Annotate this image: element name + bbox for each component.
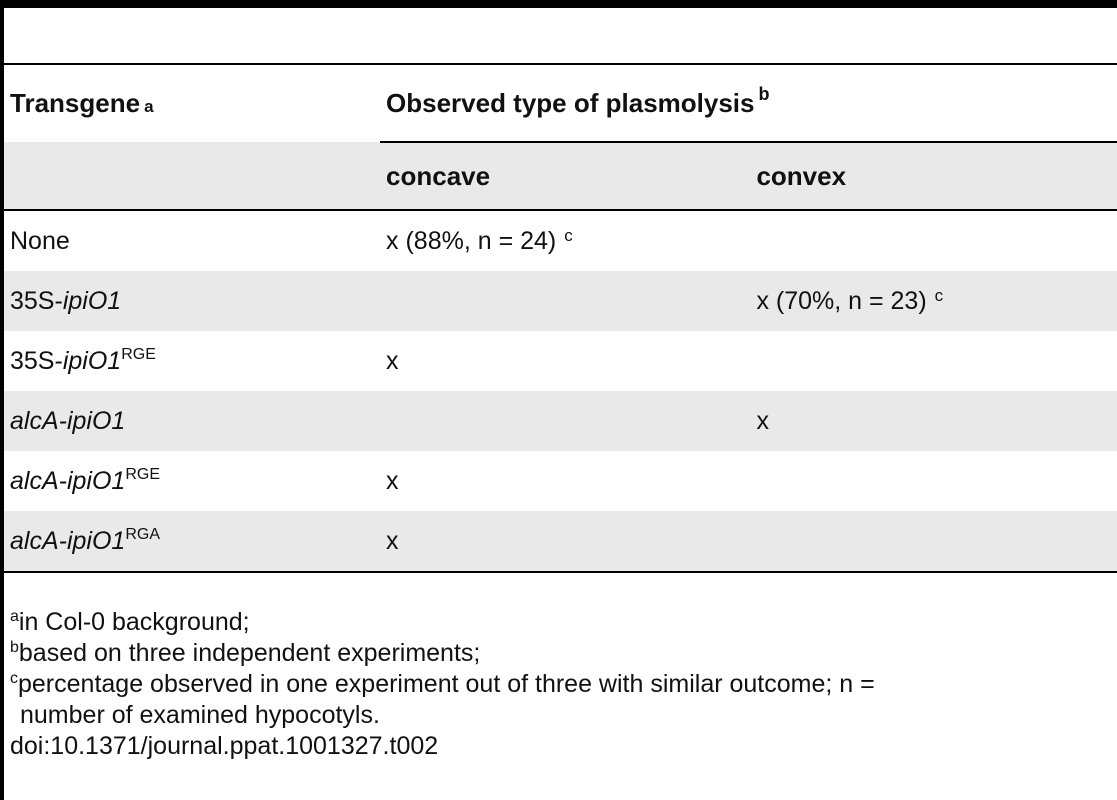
- footnote-b: $^b$based on three independent experiments;: [10, 639, 481, 667]
- footnote-a: $^a$in Col-0 background;: [10, 608, 250, 636]
- table-body: [4, 210, 1117, 572]
- convex-cell: [750, 511, 1117, 572]
- observed-note: b: [758, 83, 770, 104]
- plasmolysis-table: [4, 63, 1117, 573]
- top-rule: [0, 0, 1117, 8]
- convex-cell: [750, 451, 1117, 511]
- transgene-cell: $35S-ipiO1^{RGE}$: [10, 345, 156, 375]
- footnotes: [10, 607, 875, 762]
- transgene-subheader-blank: [4, 142, 380, 210]
- header-row-1: [4, 64, 1117, 142]
- transgene-cell: alcA-$ipiO1^{RGA}$: [4, 511, 380, 572]
- convex-cell: x (70%, n = 23) $^c$: [750, 271, 1117, 331]
- observed-header: Observed type of plasmolysis $^b$: [380, 64, 1117, 142]
- concave-cell: [380, 271, 750, 331]
- table-row: [4, 451, 1117, 511]
- footnote-c-continued: number of examined hypocotyls.: [20, 701, 380, 729]
- convex-cell: x: [750, 391, 1117, 451]
- concave-cell: x: [380, 511, 750, 572]
- caption-area: [4, 8, 1117, 63]
- footnote-c: $^c$percentage observed in one experiment out of three with similar outcome; n =: [10, 670, 875, 698]
- table-row: [4, 271, 1117, 331]
- concave-cell: [380, 391, 750, 451]
- doi-text: doi:10.1371/journal.ppat.1001327.t002: [10, 732, 439, 760]
- convex-cell: [750, 210, 1117, 271]
- concave-cell: x: [386, 346, 399, 375]
- plasmolysis-table-container: [4, 63, 1117, 573]
- concave-header: concave: [380, 142, 750, 210]
- transgene-cell: alcA-ipiO1: [4, 391, 380, 451]
- transgene-header: Transgene a: [4, 64, 380, 142]
- table-row: [4, 331, 1117, 391]
- table-row: [4, 391, 1117, 451]
- concave-cell: x: [386, 466, 399, 495]
- table-row: [4, 511, 1117, 572]
- table-row: [4, 210, 1117, 271]
- transgene-cell: None: [10, 226, 70, 255]
- transgene-cell: alcA-$ipiO1^{RGE}$: [10, 465, 160, 495]
- transgene-note: a: [144, 97, 154, 116]
- transgene-cell: 35S-ipiO1: [4, 271, 380, 331]
- convex-header: convex: [750, 142, 1117, 210]
- concave-cell: x (88%, n = 24) $^c$: [386, 225, 573, 255]
- convex-cell: [750, 331, 1117, 391]
- header-row-2: [4, 142, 1117, 210]
